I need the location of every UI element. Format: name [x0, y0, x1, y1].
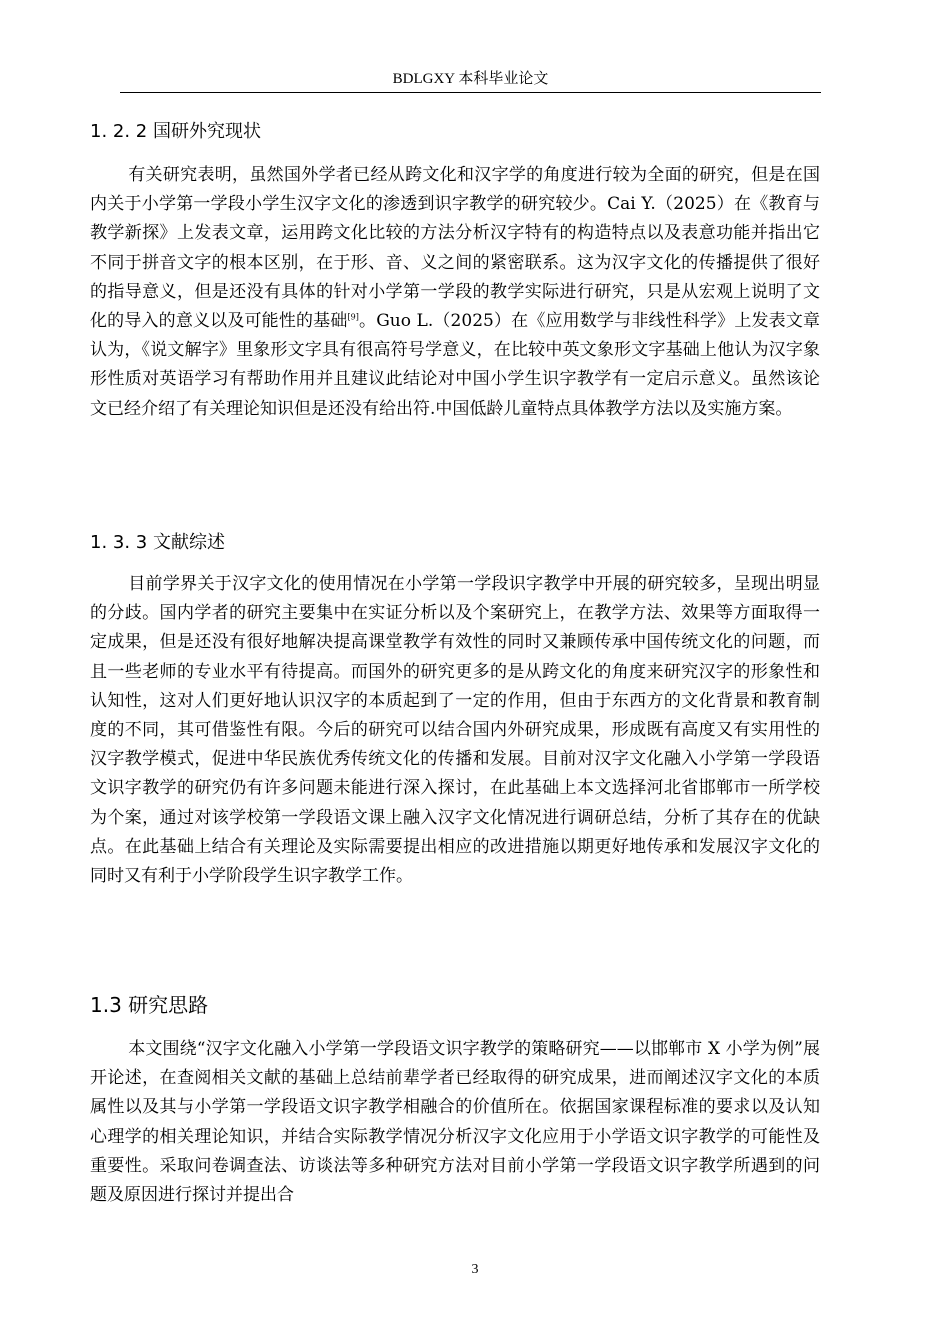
- paragraph-research-status-text-continued: 。Guo L.（2025）在《应用数学与非线性科学》上发表文章认为，《说文解字》里象形文字具有很高符号学意义，在比较中英文象形文字基础上他认为汉字象形性质对英语学习有帮助作用并且建议此结论对中国小学生识字教学有一定启示意义。虽然该论文已经介绍了有关理论知识但是还没有给出符.中国低龄儿童特点具体教学方法以及实施方案。: [90, 311, 821, 419]
- paragraph-research-status: [90, 161, 820, 424]
- page-number: 3: [471, 1262, 479, 1277]
- header-title: BDLGXY 本科毕业论文: [392, 71, 549, 87]
- citation-marker: [9]: [347, 312, 359, 322]
- paragraph-literature-review: 目前学界关于汉字文化的使用情况在小学第一学段识字教学中开展的研究较多，呈现出明显的分歧。国内学者的研究主要集中在实证分析以及个案研究上，在教学方法、效果等方面取得一定成果，但是还没有很好地解决提高课堂教学有效性的同时又兼顾传承中国传统文化的问题，而且一些老师的专业水平有待提高。而国外的研究更多的是从跨文化的角度来研究汉字的形象性和认知性，这对人们更好地认识汉字的本质起到了一定的作用，但由于东西方的文化背景和教育制度的不同，其可借鉴性有限。今后的研究可以结合国内外研究成果，形成既有高度又有实用性的汉字教学模式，促进中华民族优秀传统文化的传播和发展。目前对汉字文化融入小学第一学段语文识字教学的研究仍有许多问题未能进行深入探讨，在此基础上本文选择河北省邯郸市一所学校为个案，通过对该学校第一学段语文课上融入汉字文化情况进行调研总结，分析了其存在的优缺点。在此基础上结合有关理论及实际需要提出相应的改进措施以期更好地传承和发展汉字文化的同时又有利于小学阶段学生识字教学工作。: [90, 574, 820, 887]
- paragraph-research-status-text: 有关研究表明，虽然国外学者已经从跨文化和汉字学的角度进行较为全面的研究，但是在国内关于小学第一学段小学生汉字文化的渗透到识字教学的研究较少。Cai Y.（2025）在《教育与教学新探》上发表文章，运用跨文化比较的方法分析汉字特有的构造特点以及表意功能并指出它不同于拼音文字的根本区别，在于形、音、义之间的紧密联系。这为汉字文化的传播提供了很好的指导意义，但是还没有具体的针对小学第一学段的教学实际进行研究，只是从宏观上说明了文化的导入的意义以及可能性的基础: [90, 165, 820, 332]
- section-heading-1-2-2: 1. 2. 2 国研外究现状: [90, 121, 261, 142]
- page-header: [120, 68, 821, 93]
- section-heading-1-3-3: 1. 3. 3 文献综述: [90, 532, 225, 553]
- section-heading-1-3: 1.3 研究思路: [90, 993, 209, 1017]
- paragraph-research-approach: 本文围绕“汉字文化融入小学第一学段语文识字教学的策略研究——以邯郸市 X 小学为例”展开论述，在查阅相关文献的基础上总结前辈学者已经取得的研究成果，进而阐述汉字文化的本质属性以及其与小学第一学段语文识字教学相融合的价值所在。依据国家课程标准的要求以及认知心理学的相关理论知识，并结合实际教学情况分析汉字文化应用于小学语文识字教学的可能性及重要性。采取问卷调查法、访谈法等多种研究方法对目前小学第一学段语文识字教学所遇到的问题及原因进行探讨并提出合: [90, 1039, 820, 1206]
